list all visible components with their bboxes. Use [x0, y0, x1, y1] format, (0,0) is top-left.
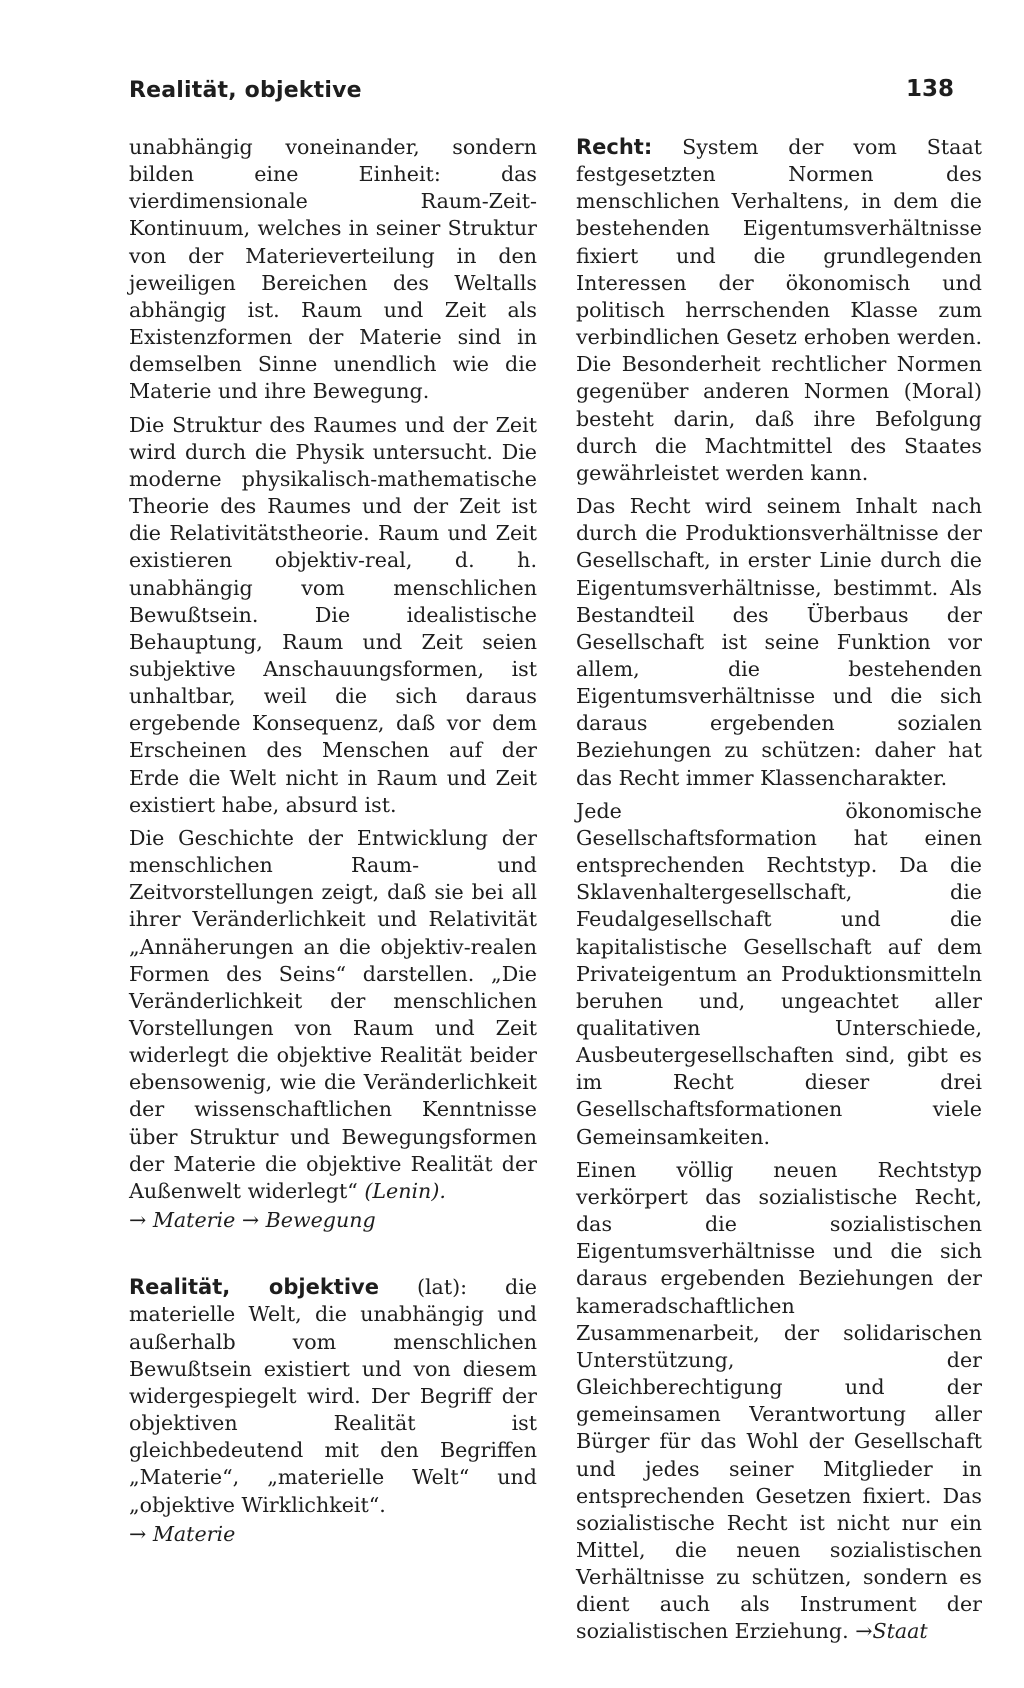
entry-term: Recht: [576, 135, 653, 159]
paragraph: Die Struktur des Raumes und der Zeit wird durch die Physik untersucht. Die moderne physikalisch-mathematische Theorie des Raumes und der Zeit ist die Relativitätstheorie. Raum und Zeit existieren objektiv-real, d. h. unabhängig vom menschlichen Bewußtsein. Die idealistische Behauptung, Raum und Zeit seien subjektive Anschauungsformen, ist unhaltbar, weil die sich daraus ergebende Konsequenz, daß vor dem Erscheinen des Menschen auf der Erde die Welt nicht in Raum und Zeit existiert habe, absurd ist. [129, 412, 537, 817]
paragraph [576, 1157, 982, 1646]
page-number: 138 [905, 76, 954, 102]
paragraph: Das Recht wird seinem Inhalt nach durch die Produktionsverhältnisse der Gesellschaft, in erster Linie durch die Eigentumsverhältnisse, bestimmt. Als Bestandteil des Überbaus der Gesellschaft ist seine Funktion vor allem, die bestehenden Eigentumsverhältnisse und die sich daraus ergebenden sozialen Beziehungen zu schützen: daher hat das Recht immer Klassencharakter. [576, 494, 982, 790]
paragraph: unabhängig voneinander, sondern bilden eine Einheit: das vierdimensionale Raum-Zeit-Kontinuum, welches in seiner Struktur von der Materieverteilung in den jeweiligen Bereichen des Weltalls abhängig ist. Raum und Zeit als Existenzformen der Materie sind in demselben Sinne unendlich wie die Materie und ihre Bewegung. [129, 135, 537, 404]
arrow-icon: → [241, 1208, 260, 1233]
right-column [576, 134, 982, 1652]
entry-definition: System der vom Staat festgesetzten Normen des menschlichen Verhaltens, in dem die bestehenden Eigentumsverhältnisse fixiert und die grundlegenden Interessen der ökonomisch und politisch herrschenden Klasse zum verbindlichen Gesetz erhoben werden. Die Besonderheit rechtlicher Normen gegenüber anderen Normen (Moral) besteht darin, daß ihre Befolgung durch die Machtmittel des Staates gewährleistet werden kann. [576, 135, 983, 485]
cross-reference-link[interactable]: Materie [152, 1521, 236, 1546]
entry-separator [129, 1240, 537, 1274]
paragraph: Jede ökonomische Gesellschaftsformation hat einen entsprechenden Rechtstyp. Da die Sklavenhaltergesellschaft, die Feudalgesellschaft und die kapitalistische Gesellschaft auf dem Privateigentum an Produktionsmitteln beruhen und, ungeachtet aller qualitativen Unterschiede, Ausbeutergesellschaften sind, gibt es im Recht dieser drei Gesellschaftsformationen viele Gemeinsamkeiten. [576, 798, 982, 1149]
running-header-title: Realität, objektive [129, 78, 362, 103]
cross-reference-link[interactable]: Staat [872, 1619, 928, 1644]
dictionary-entry [576, 134, 982, 487]
paragraph-text: Einen völlig neuen Rechtstyp verkörpert das sozialistische Recht, das die sozialistischen Eigentumsverhältnisse und die sich daraus ergebenden Beziehungen der kameradschaftlichen Zusammenarbeit, der solidarischen Unterstützung, der Gleichberechtigung und der gemeinsamen Verantwortung aller Bürger für das Wohl der Gesellschaft und jedes seiner Mitglieder in entsprechenden Gesetzen fixiert. Das sozialistische Recht ist nicht nur ein Mittel, die neuen sozialistischen Verhältnisse zu schützen, sondern es dient auch als Instrument der sozialistischen Erziehung. [576, 1157, 982, 1644]
cross-reference-line [129, 1207, 537, 1234]
entry-term: Realität, objektive [129, 1275, 379, 1300]
arrow-icon: → [129, 1521, 147, 1546]
entry-definition: (lat): die materielle Welt, die unabhängig und außerhalb vom menschlichen Bewußtsein existiert und von diesem widergespiegelt wird. Der Begriff der objektiven Realität ist gleichbedeutend mit den Begriffen „Materie“, „materielle Welt“ und „objektive Wirklichkeit“. [129, 1275, 537, 1517]
dictionary-entry [129, 1274, 537, 1518]
cross-reference-link[interactable]: Bewegung [265, 1208, 376, 1233]
quote-source: (Lenin). [364, 1178, 446, 1203]
arrow-icon: → [855, 1619, 873, 1644]
cross-reference-link[interactable]: Materie [152, 1208, 236, 1233]
cross-reference-line [129, 1521, 537, 1548]
paragraph [129, 825, 537, 1205]
arrow-icon: → [129, 1208, 147, 1233]
quote-text: Die Geschichte der Entwicklung der menschlichen Raum- und Zeitvorstellungen zeigt, daß sie bei all ihrer Veränderlichkeit und Relativität „Annäherungen an die objektiv-realen Formen des Seins“ darstellen. „Die Veränderlichkeit der menschlichen Vorstellungen von Raum und Zeit widerlegt die objektive Realität beider ebensowenig, wie die Veränderlichkeit der wissenschaftlichen Kenntnisse über Struktur und Bewegungsformen der Materie die objektive Realität der Außenwelt widerlegt“ [129, 825, 537, 1203]
cross-reference-line [855, 1619, 927, 1643]
left-column [129, 134, 537, 1554]
